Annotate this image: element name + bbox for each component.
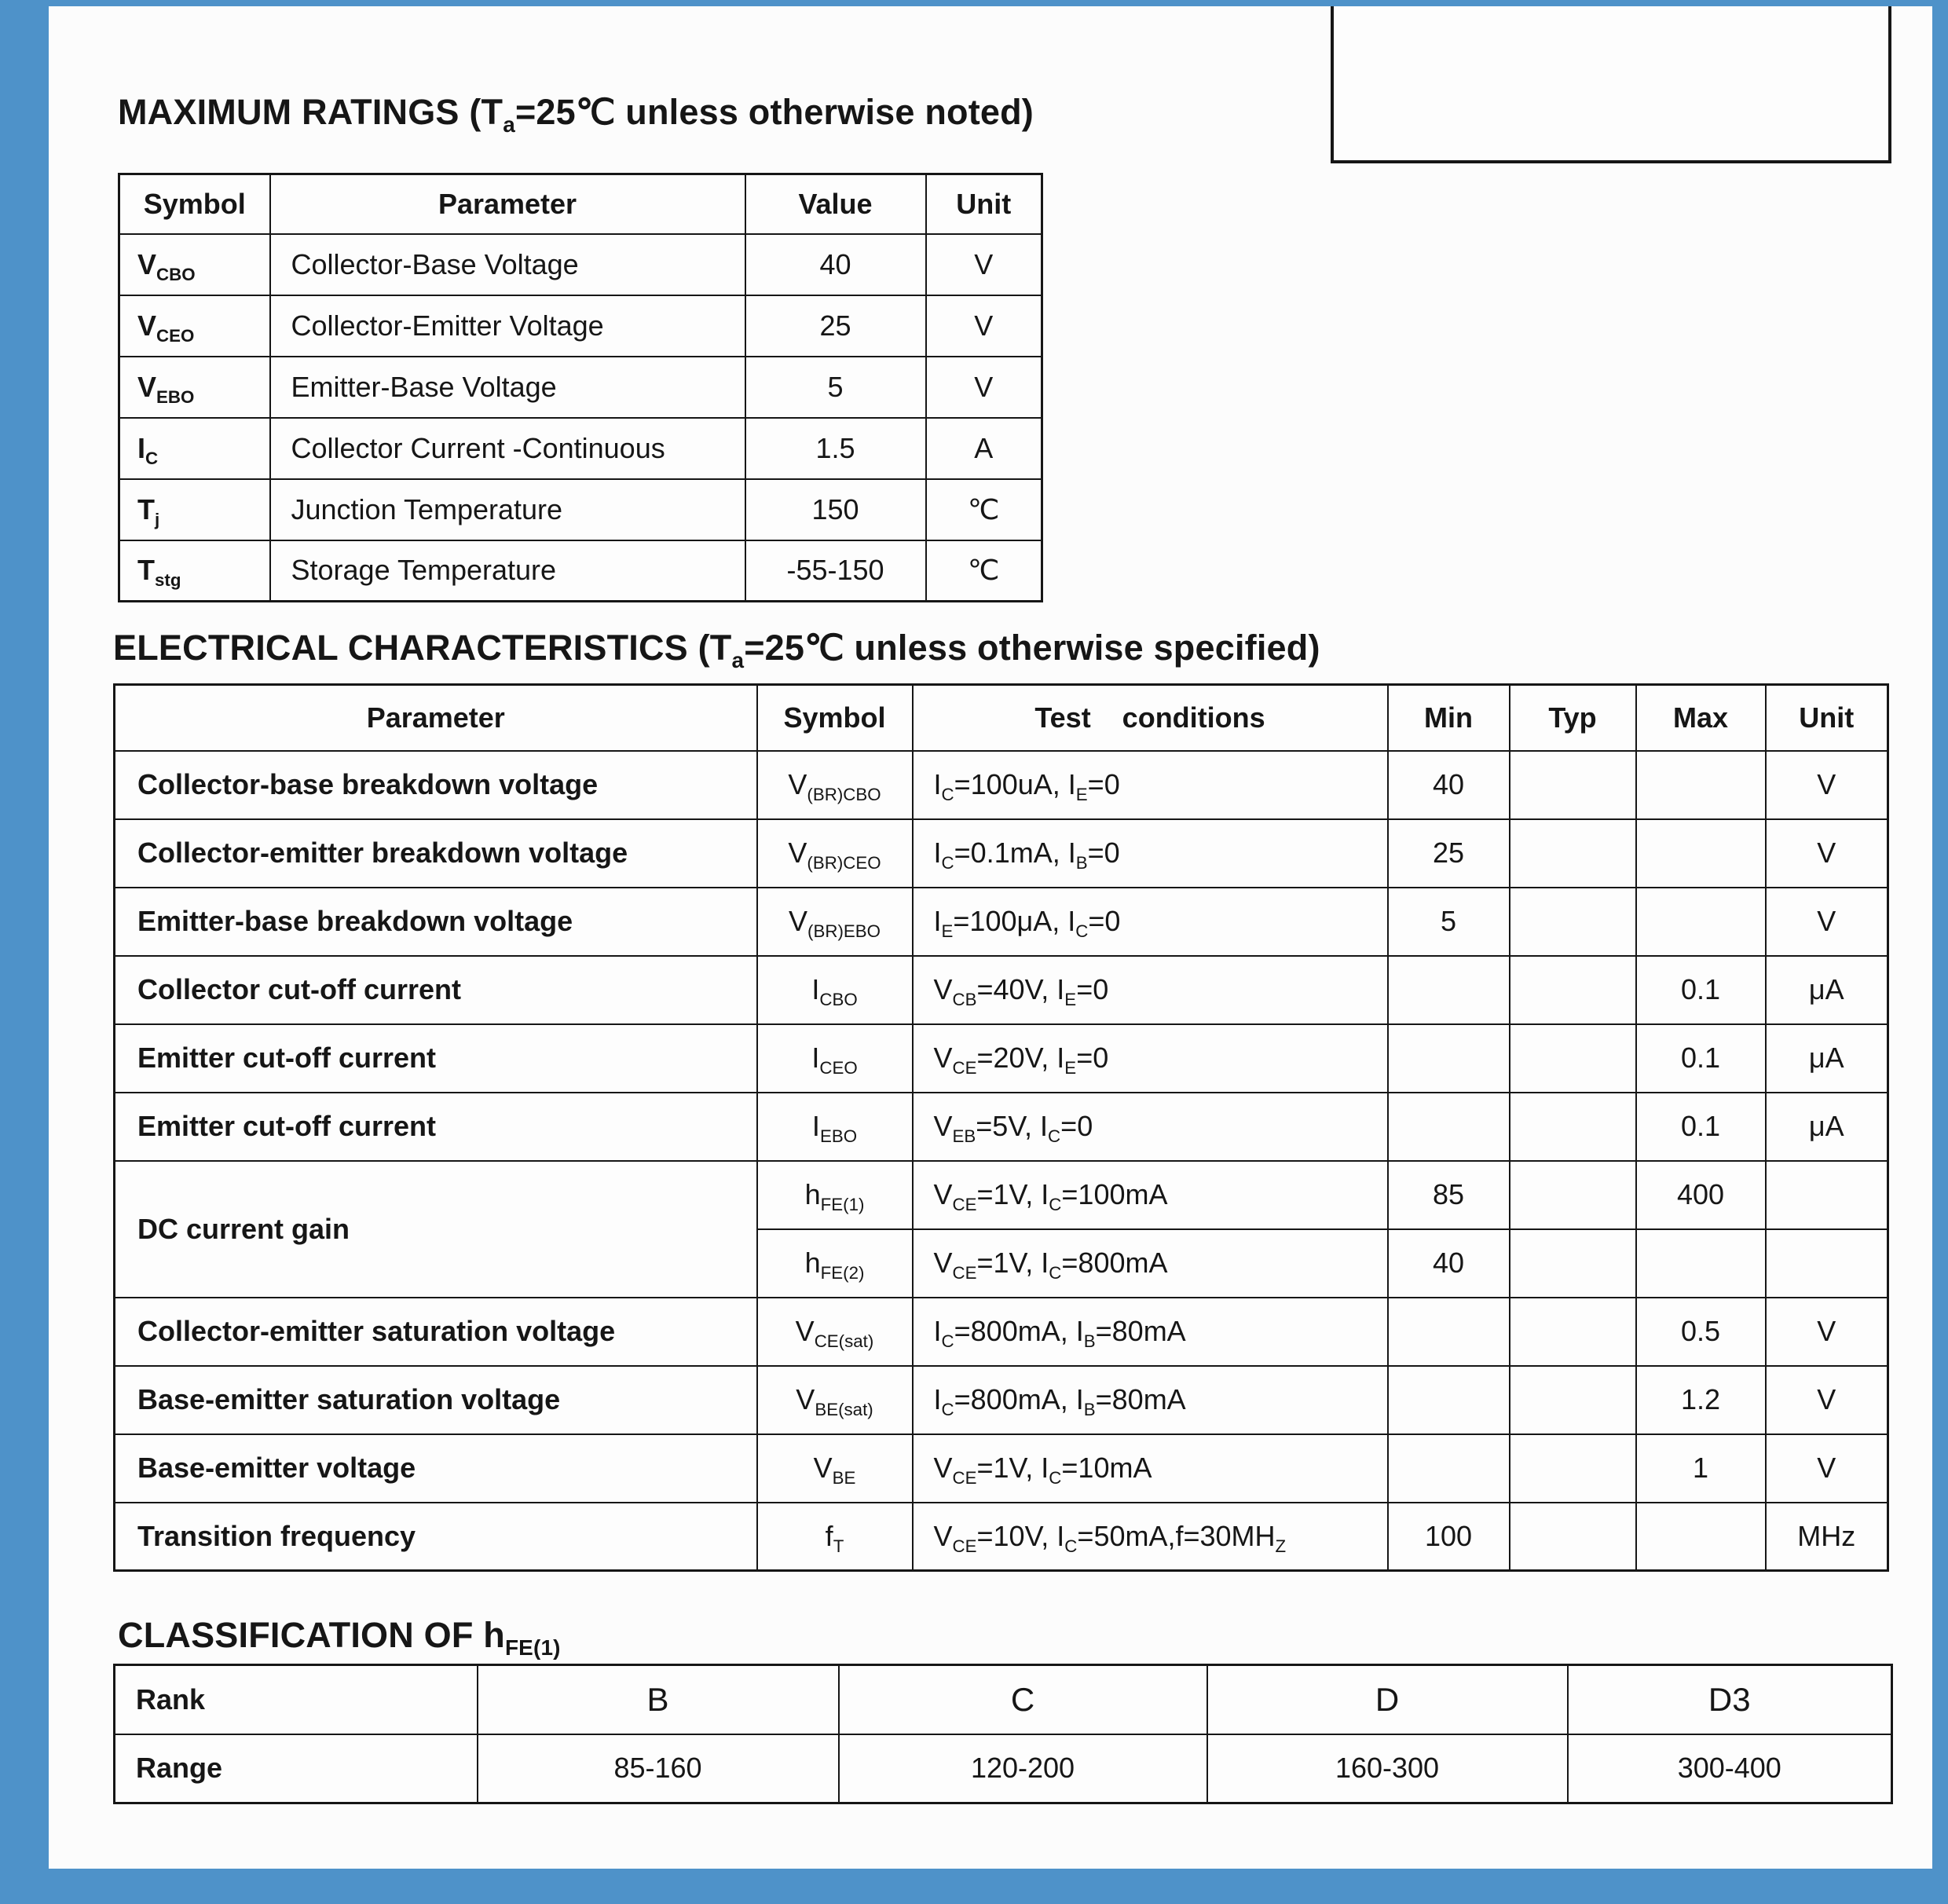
unit-cell [1766, 1229, 1888, 1298]
range-cell: 160-300 [1207, 1734, 1568, 1803]
parameter-cell: Collector-emitter saturation voltage [115, 1298, 757, 1366]
min-cell [1388, 1434, 1510, 1503]
classification-title: CLASSIFICATION OF $h_{FE(1)}$ [118, 1615, 561, 1660]
typ-cell [1510, 751, 1636, 819]
typ-cell [1510, 1093, 1636, 1161]
table-row [115, 1161, 1888, 1229]
min-cell: 40 [1388, 751, 1510, 819]
conditions-cell: $V_{CE}=20V$, $I_E=0$ [913, 1024, 1388, 1093]
parameter-cell: Base-emitter voltage [115, 1434, 757, 1503]
symbol-cell: $V_{(BR)CBO}$ [757, 751, 913, 819]
symbol-cell: $h_{FE(1)}$ [757, 1161, 913, 1229]
col-header-symbol: Symbol [119, 174, 270, 234]
symbol-cell: $V_{CEO}$ [119, 295, 270, 357]
conditions-cell: $I_E=100\mu A$, $I_C=0$ [913, 888, 1388, 956]
parameter-cell: Collector-base breakdown voltage [115, 751, 757, 819]
max-cell: 400 [1636, 1161, 1766, 1229]
symbol-cell: $I_{EBO}$ [757, 1093, 913, 1161]
symbol-cell: $T_j$ [119, 479, 270, 540]
rank-cell: D [1207, 1665, 1568, 1734]
table-row [115, 1503, 1888, 1571]
parameter-cell: Collector Current -Continuous [270, 418, 745, 479]
unit-cell: ℃ [926, 479, 1042, 540]
symbol-cell: $f_T$ [757, 1503, 913, 1571]
parameter-cell: Transition frequency [115, 1503, 757, 1571]
max-cell [1636, 1503, 1766, 1571]
conditions-cell: $V_{CE}=1V$, $I_C=800mA$ [913, 1229, 1388, 1298]
unit-cell: V [1766, 819, 1888, 888]
unit-cell: V [926, 357, 1042, 418]
symbol-cell: $V_{BE}$ [757, 1434, 913, 1503]
conditions-cell: $I_C=0.1mA$, $I_B=0$ [913, 819, 1388, 888]
parameter-cell: Storage Temperature [270, 540, 745, 602]
symbol-cell: $h_{FE(2)}$ [757, 1229, 913, 1298]
table-row [119, 418, 1042, 479]
parameter-cell: Emitter-Base Voltage [270, 357, 745, 418]
typ-cell [1510, 1298, 1636, 1366]
table-row [115, 751, 1888, 819]
typ-cell [1510, 1366, 1636, 1434]
max-cell [1636, 751, 1766, 819]
min-cell: 100 [1388, 1503, 1510, 1571]
parameter-cell: Emitter-base breakdown voltage [115, 888, 757, 956]
col-header-test-conditions: Test conditions [913, 685, 1388, 751]
col-header-min: Min [1388, 685, 1510, 751]
conditions-cell: $V_{CE}=1V$, $I_C=10mA$ [913, 1434, 1388, 1503]
table-row [115, 819, 1888, 888]
rank-cell: C [839, 1665, 1207, 1734]
table-header-row [119, 174, 1042, 234]
typ-cell [1510, 1503, 1636, 1571]
parameter-cell: Collector-emitter breakdown voltage [115, 819, 757, 888]
max-cell: 1 [1636, 1434, 1766, 1503]
min-cell [1388, 1093, 1510, 1161]
table-row [119, 234, 1042, 295]
col-header-unit: Unit [1766, 685, 1888, 751]
classification-table [113, 1664, 1893, 1804]
table-row [115, 1434, 1888, 1503]
table-row [115, 1366, 1888, 1434]
parameter-cell: Collector-Emitter Voltage [270, 295, 745, 357]
unit-cell: μA [1766, 1024, 1888, 1093]
unit-cell: V [926, 234, 1042, 295]
blank-info-box [1331, 6, 1891, 163]
max-cell [1636, 1229, 1766, 1298]
min-cell [1388, 1298, 1510, 1366]
max-ratings-title: MAXIMUM RATINGS ($T_a=25℃$ unless otherwise noted) [118, 92, 1034, 137]
symbol-cell: $V_{CBO}$ [119, 234, 270, 295]
range-label-cell: Range [115, 1734, 478, 1803]
symbol-cell: $T_{stg}$ [119, 540, 270, 602]
parameter-cell: Collector cut-off current [115, 956, 757, 1024]
min-cell [1388, 1366, 1510, 1434]
parameter-cell: Collector-Base Voltage [270, 234, 745, 295]
table-row [115, 956, 1888, 1024]
symbol-cell: $V_{(BR)EBO}$ [757, 888, 913, 956]
col-header-unit: Unit [926, 174, 1042, 234]
max-cell [1636, 819, 1766, 888]
parameter-cell: Base-emitter saturation voltage [115, 1366, 757, 1434]
rank-cell: B [478, 1665, 839, 1734]
symbol-cell: $I_C$ [119, 418, 270, 479]
datasheet-page [49, 6, 1932, 1869]
max-cell: 0.1 [1636, 1093, 1766, 1161]
max-cell: 0.5 [1636, 1298, 1766, 1366]
min-cell: 40 [1388, 1229, 1510, 1298]
col-header-typ: Typ [1510, 685, 1636, 751]
max-cell: 0.1 [1636, 956, 1766, 1024]
col-header-parameter: Parameter [270, 174, 745, 234]
symbol-cell: $V_{(BR)CEO}$ [757, 819, 913, 888]
symbol-cell: $V_{EBO}$ [119, 357, 270, 418]
min-cell: 85 [1388, 1161, 1510, 1229]
table-row [115, 888, 1888, 956]
table-row [119, 479, 1042, 540]
unit-cell: V [1766, 1434, 1888, 1503]
table-header-row [115, 685, 1888, 751]
range-cell: 300-400 [1568, 1734, 1892, 1803]
rank-cell: D3 [1568, 1665, 1892, 1734]
value-cell: -55-150 [745, 540, 926, 602]
conditions-cell: $V_{CB}=40V$, $I_E=0$ [913, 956, 1388, 1024]
parameter-cell: Emitter cut-off current [115, 1024, 757, 1093]
symbol-cell: $V_{BE(sat)}$ [757, 1366, 913, 1434]
table-row [119, 295, 1042, 357]
min-cell: 5 [1388, 888, 1510, 956]
unit-cell: V [1766, 888, 1888, 956]
min-cell: 25 [1388, 819, 1510, 888]
min-cell [1388, 956, 1510, 1024]
typ-cell [1510, 1229, 1636, 1298]
value-cell: 40 [745, 234, 926, 295]
unit-cell: ℃ [926, 540, 1042, 602]
unit-cell: A [926, 418, 1042, 479]
col-header-max: Max [1636, 685, 1766, 751]
max-cell [1636, 888, 1766, 956]
parameter-cell: Junction Temperature [270, 479, 745, 540]
conditions-cell: $V_{EB}=5V$, $I_C=0$ [913, 1093, 1388, 1161]
col-header-symbol: Symbol [757, 685, 913, 751]
symbol-cell: $I_{CBO}$ [757, 956, 913, 1024]
conditions-cell: $I_C=800mA$, $I_B=80mA$ [913, 1366, 1388, 1434]
table-row [119, 357, 1042, 418]
typ-cell [1510, 956, 1636, 1024]
typ-cell [1510, 819, 1636, 888]
unit-cell: μA [1766, 1093, 1888, 1161]
value-cell: 1.5 [745, 418, 926, 479]
rank-label-cell: Rank [115, 1665, 478, 1734]
conditions-cell: $I_C=800mA$, $I_B=80mA$ [913, 1298, 1388, 1366]
typ-cell [1510, 1024, 1636, 1093]
parameter-cell: Emitter cut-off current [115, 1093, 757, 1161]
col-header-parameter: Parameter [115, 685, 757, 751]
max-cell: 0.1 [1636, 1024, 1766, 1093]
table-row [115, 1734, 1892, 1803]
range-cell: 120-200 [839, 1734, 1207, 1803]
table-row [115, 1024, 1888, 1093]
unit-cell [1766, 1161, 1888, 1229]
unit-cell: V [926, 295, 1042, 357]
table-row [115, 1093, 1888, 1161]
unit-cell: V [1766, 1366, 1888, 1434]
typ-cell [1510, 1161, 1636, 1229]
symbol-cell: $I_{CEO}$ [757, 1024, 913, 1093]
typ-cell [1510, 888, 1636, 956]
table-row [115, 1665, 1892, 1734]
electrical-characteristics-table [113, 683, 1889, 1572]
min-cell [1388, 1024, 1510, 1093]
unit-cell: V [1766, 751, 1888, 819]
value-cell: 25 [745, 295, 926, 357]
symbol-cell: $V_{CE(sat)}$ [757, 1298, 913, 1366]
value-cell: 150 [745, 479, 926, 540]
max-ratings-table [118, 173, 1043, 602]
conditions-cell: $I_C=100uA$, $I_E=0$ [913, 751, 1388, 819]
col-header-value: Value [745, 174, 926, 234]
range-cell: 85-160 [478, 1734, 839, 1803]
unit-cell: μA [1766, 956, 1888, 1024]
max-cell: 1.2 [1636, 1366, 1766, 1434]
unit-cell: MHz [1766, 1503, 1888, 1571]
table-row [119, 540, 1042, 602]
electrical-characteristics-title: ELECTRICAL CHARACTERISTICS ($T_a=25℃$ unless otherwise specified) [113, 628, 1320, 672]
table-row [115, 1298, 1888, 1366]
unit-cell: V [1766, 1298, 1888, 1366]
conditions-cell: $V_{CE}=10V$, $I_C=50mA,f=30MH_Z$ [913, 1503, 1388, 1571]
conditions-cell: $V_{CE}=1V$, $I_C=100mA$ [913, 1161, 1388, 1229]
typ-cell [1510, 1434, 1636, 1503]
value-cell: 5 [745, 357, 926, 418]
parameter-cell: DC current gain [115, 1161, 757, 1298]
